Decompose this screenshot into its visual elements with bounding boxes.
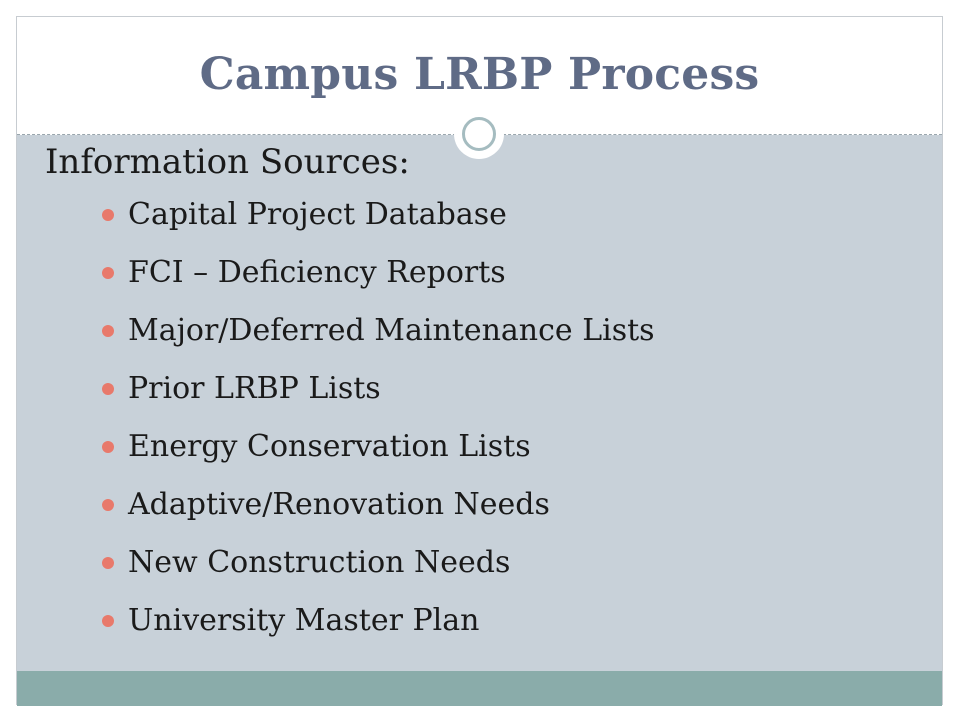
bullet-text: New Construction Needs [128,545,511,580]
slide-title: Campus LRBP Process [199,49,760,100]
bullet-icon [102,441,114,453]
bullet-icon [102,499,114,511]
bullet-icon [102,615,114,627]
circle-ornament-icon [454,109,504,159]
bullet-item [102,199,655,257]
bullet-text: FCI – Deficiency Reports [128,255,506,290]
bullet-item [102,605,655,663]
bullet-list [102,199,655,663]
bullet-item [102,315,655,373]
bullet-icon [102,557,114,569]
bullet-text: University Master Plan [128,603,480,638]
bullet-text: Energy Conservation Lists [128,429,531,464]
bullet-icon [102,325,114,337]
bullet-item [102,257,655,315]
bullet-text: Capital Project Database [128,197,507,232]
bullet-item [102,489,655,547]
bullet-text: Adaptive/Renovation Needs [128,487,550,522]
bullet-icon [102,209,114,221]
bullet-text: Major/Deferred Maintenance Lists [128,313,655,348]
bullet-item [102,431,655,489]
bullet-item [102,547,655,605]
bullet-item [102,373,655,431]
footer-bar [17,671,942,706]
circle-ornament-ring [462,117,496,151]
bullet-text: Prior LRBP Lists [128,371,381,406]
bullet-icon [102,383,114,395]
bullet-icon [102,267,114,279]
section-heading: Information Sources: [45,142,410,182]
